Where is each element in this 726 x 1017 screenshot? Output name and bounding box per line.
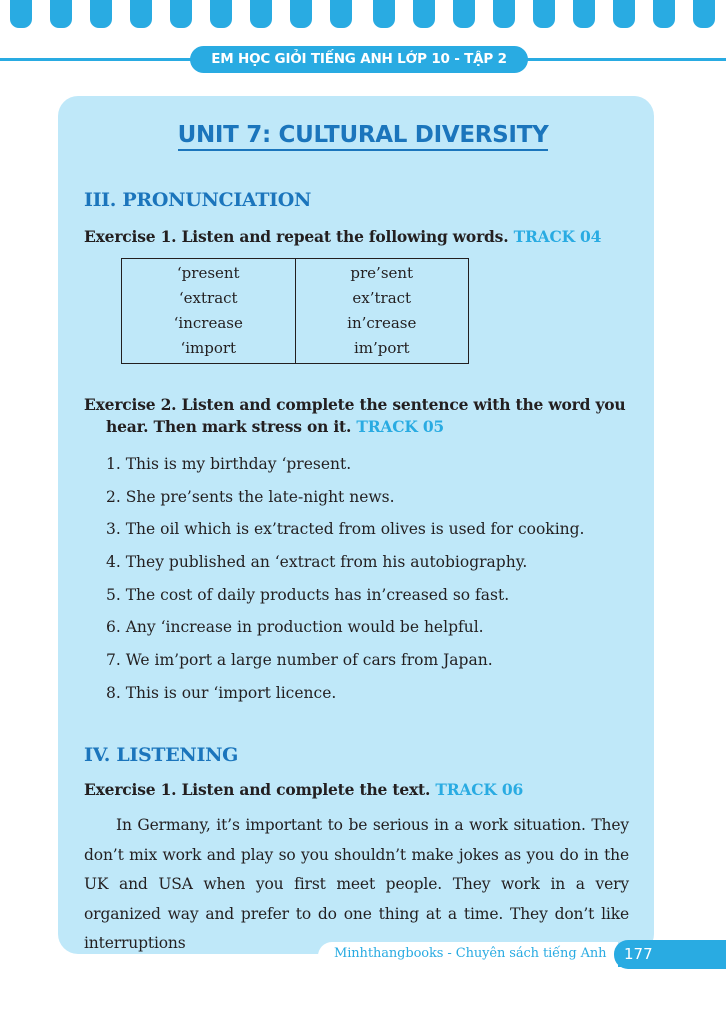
exercise-instruction-line2 bbox=[84, 417, 625, 436]
noun-stress-column bbox=[122, 259, 296, 364]
binding-hole bbox=[533, 0, 555, 28]
binding-hole bbox=[573, 0, 595, 28]
binding-hole bbox=[90, 0, 112, 28]
list-item: 7. We im’port a large number of cars from Japan. bbox=[106, 651, 493, 670]
binding-hole bbox=[10, 0, 32, 28]
page-number: 177 bbox=[614, 940, 726, 969]
listening-exercise1-heading bbox=[84, 780, 523, 799]
binding-hole bbox=[290, 0, 312, 28]
unit-title bbox=[0, 122, 726, 148]
binding-hole bbox=[170, 0, 192, 28]
binding-hole bbox=[613, 0, 635, 28]
exercise-instruction: Exercise 2. Listen and complete the sentence with the word you bbox=[84, 395, 626, 414]
table-word: ex’tract bbox=[352, 289, 412, 307]
audio-track-label[interactable]: TRACK 06 bbox=[435, 780, 524, 799]
binding-hole bbox=[373, 0, 395, 28]
audio-track-label[interactable]: TRACK 05 bbox=[356, 417, 445, 436]
binding-hole bbox=[210, 0, 232, 28]
table-word: ‘extract bbox=[178, 289, 238, 307]
audio-track-label[interactable]: TRACK 04 bbox=[513, 227, 602, 246]
verb-stress-column bbox=[295, 259, 469, 364]
binding-hole bbox=[130, 0, 152, 28]
exercise-instruction: Exercise 1. Listen and complete the text. bbox=[84, 780, 431, 799]
listening-heading: IV. LISTENING bbox=[84, 744, 239, 766]
table-word: ‘present bbox=[176, 264, 240, 282]
list-item: 2. She pre’sents the late-night news. bbox=[106, 487, 395, 506]
exercise-instruction: hear. Then mark stress on it. bbox=[106, 417, 352, 436]
binding-hole bbox=[413, 0, 435, 28]
binding-hole bbox=[493, 0, 515, 28]
unit-title-text: UNIT 7: CULTURAL DIVERSITY bbox=[178, 122, 549, 151]
list-item: 8. This is our ‘import licence. bbox=[106, 683, 337, 702]
publisher-label: Minhthangbooks - Chuyên sách tiếng Anh bbox=[334, 946, 607, 961]
binding-hole bbox=[50, 0, 72, 28]
table-word: im’port bbox=[353, 339, 410, 357]
binding-hole bbox=[250, 0, 272, 28]
sentence-list bbox=[106, 452, 585, 714]
table-word: pre’sent bbox=[350, 264, 414, 282]
table-word: ‘increase bbox=[173, 314, 243, 332]
stress-word-table bbox=[121, 258, 469, 364]
binding-hole bbox=[330, 0, 352, 28]
binding-hole bbox=[453, 0, 475, 28]
listening-passage: In Germany, it’s important to be serious in a work situation. They don’t mix work and play so you shouldn’t make jokes as you do in the UK and USA when you first meet people. They work in a very organized way and prefer to do one thing at a time. They don’t like interruptions bbox=[84, 816, 629, 952]
binding-hole bbox=[653, 0, 675, 28]
series-title-banner: EM HỌC GIỎI TIẾNG ANH LỚP 10 - TẬP 2 bbox=[190, 46, 528, 73]
pronunciation-heading: III. PRONUNCIATION bbox=[84, 189, 312, 211]
list-item: 6. Any ‘increase in production would be helpful. bbox=[106, 618, 484, 637]
table-word: ‘import bbox=[180, 339, 237, 357]
list-item: 3. The oil which is ex’tracted from olives is used for cooking. bbox=[106, 520, 585, 539]
table-word: in’crease bbox=[347, 314, 417, 332]
list-item: 1. This is my birthday ‘present. bbox=[106, 455, 352, 473]
list-item: 5. The cost of daily products has in’creased so fast. bbox=[106, 585, 510, 604]
list-item: 4. They published an ‘extract from his autobiography. bbox=[106, 553, 528, 572]
pronunciation-exercise1-heading bbox=[84, 227, 601, 246]
pronunciation-exercise2-heading bbox=[84, 395, 625, 436]
binding-holes bbox=[0, 0, 726, 30]
exercise-instruction: Exercise 1. Listen and repeat the following words. bbox=[84, 227, 509, 246]
binding-hole bbox=[693, 0, 715, 28]
